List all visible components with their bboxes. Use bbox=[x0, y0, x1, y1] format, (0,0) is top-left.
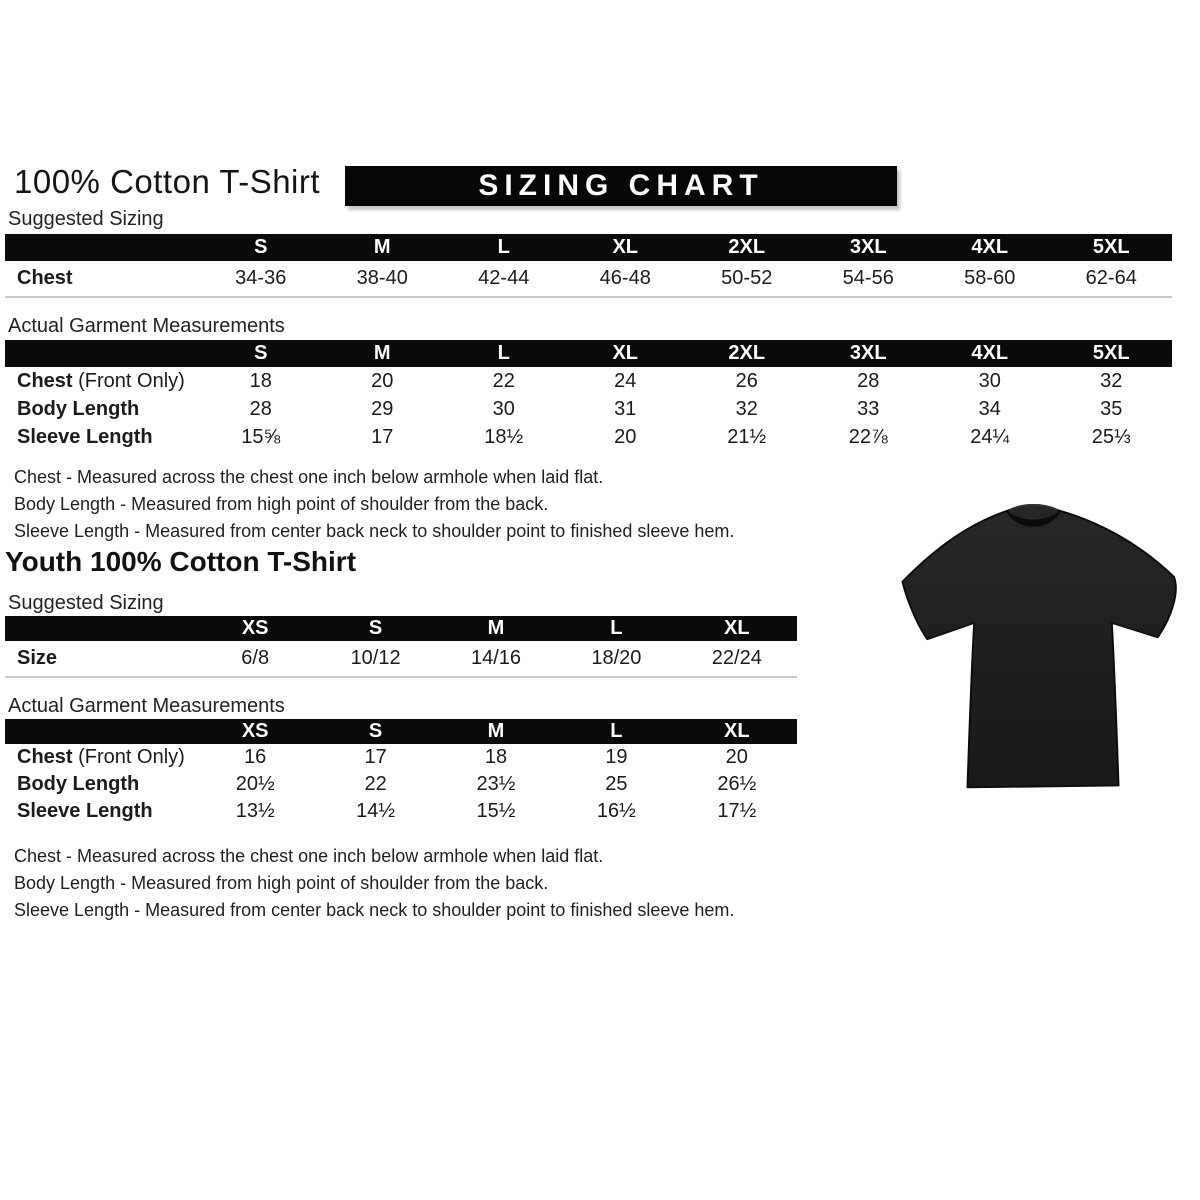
table-cell: 24 bbox=[614, 369, 637, 392]
table-header-cell: M bbox=[373, 342, 391, 364]
table-header-cell: XS bbox=[241, 617, 269, 639]
table-header-cell: XL bbox=[724, 720, 750, 742]
sizing-chart-banner bbox=[345, 166, 897, 206]
note-line: Body Length - Measured from high point of shoulder from the back. bbox=[14, 873, 549, 893]
table-header-cell: XS bbox=[241, 720, 269, 742]
table-cell: 20 bbox=[371, 369, 394, 392]
table-row-label: Body Length bbox=[17, 397, 140, 420]
table-cell: 18 bbox=[484, 746, 508, 768]
table-header-cell: 3XL bbox=[849, 236, 887, 258]
table-header-row bbox=[5, 719, 797, 744]
table-header-cell: S bbox=[368, 617, 383, 639]
table-row bbox=[5, 395, 1172, 423]
table-cell: 54-56 bbox=[842, 267, 894, 289]
table-cell: 21½ bbox=[727, 425, 767, 448]
adult-suggested-sizing-label: Suggested Sizing bbox=[8, 208, 164, 230]
table-cell: 14½ bbox=[356, 800, 396, 822]
table-row bbox=[5, 771, 797, 798]
table-row-label: Size bbox=[17, 647, 58, 669]
table-cell: 31 bbox=[614, 397, 637, 420]
table-header-cell: 5XL bbox=[1092, 236, 1130, 258]
table-cell: 25⅓ bbox=[1091, 425, 1131, 448]
table-header-cell: M bbox=[487, 617, 505, 639]
table-header-cell: 2XL bbox=[728, 236, 766, 258]
table-cell: 22 bbox=[364, 773, 387, 795]
adult-actual-measurements-label: Actual Garment Measurements bbox=[8, 315, 285, 337]
table-header-cell: 2XL bbox=[728, 342, 766, 364]
table-cell: 17½ bbox=[717, 800, 757, 822]
table-header-cell: XL bbox=[724, 617, 750, 639]
table-cell: 32 bbox=[735, 397, 758, 420]
table-header-cell: 3XL bbox=[849, 342, 887, 364]
table-cell: 6/8 bbox=[241, 647, 270, 669]
youth-suggested-sizing-label: Suggested Sizing bbox=[8, 592, 164, 614]
table-header-cell: S bbox=[254, 236, 268, 258]
table-cell: 50-52 bbox=[721, 267, 773, 289]
table-header-cell: S bbox=[254, 342, 268, 364]
table-header-cell: M bbox=[373, 236, 391, 258]
note-line: Sleeve Length - Measured from center back neck to shoulder point to finished sleeve hem. bbox=[14, 900, 735, 920]
note-line: Body Length - Measured from high point of shoulder from the back. bbox=[14, 494, 549, 514]
table-header-cell: S bbox=[368, 720, 383, 742]
table-row-label: Body Length bbox=[17, 773, 140, 795]
sizing-chart-banner-text: SIZING CHART bbox=[478, 169, 764, 202]
table-cell: 15⅝ bbox=[241, 425, 281, 448]
table-cell: 46-48 bbox=[599, 267, 651, 289]
table-cell: 17 bbox=[371, 425, 394, 448]
table-header-cell: L bbox=[497, 342, 510, 364]
table-header-cell: L bbox=[497, 236, 510, 258]
table-row bbox=[5, 423, 1172, 451]
table-cell: 20½ bbox=[235, 773, 275, 795]
table-cell: 34-36 bbox=[235, 267, 287, 289]
table-cell: 58-60 bbox=[964, 267, 1016, 289]
youth-measurement-notes bbox=[14, 843, 734, 924]
table-row bbox=[5, 261, 1172, 298]
table-row-label: Sleeve Length bbox=[17, 425, 153, 448]
table-header-cell: XL bbox=[612, 342, 639, 364]
table-row-label: Chest (Front Only) bbox=[17, 746, 185, 768]
table-cell: 19 bbox=[605, 746, 628, 768]
table-header-cell: XL bbox=[612, 236, 639, 258]
adult-actual-measurements-table bbox=[5, 340, 1172, 451]
table-cell: 26½ bbox=[717, 773, 757, 795]
tshirt-image bbox=[890, 473, 1196, 811]
table-cell: 62-64 bbox=[1085, 267, 1137, 289]
table-row-label: Sleeve Length bbox=[17, 800, 153, 822]
table-cell: 30 bbox=[978, 369, 1001, 392]
table-header-cell: L bbox=[610, 720, 623, 742]
table-cell: 20 bbox=[614, 425, 637, 448]
table-cell: 33 bbox=[857, 397, 880, 420]
tshirt-body bbox=[902, 505, 1175, 787]
note-line: Chest - Measured across the chest one inch below armhole when laid flat. bbox=[14, 467, 604, 487]
adult-suggested-sizing-table bbox=[5, 234, 1172, 298]
table-cell: 25 bbox=[605, 773, 628, 795]
table-cell: 38-40 bbox=[356, 267, 408, 289]
note-line: Chest - Measured across the chest one inch below armhole when laid flat. bbox=[14, 846, 604, 866]
table-header-cell: 4XL bbox=[971, 236, 1009, 258]
table-row bbox=[5, 367, 1172, 395]
table-cell: 13½ bbox=[235, 800, 275, 822]
table-cell: 16½ bbox=[596, 800, 636, 822]
table-row bbox=[5, 744, 797, 771]
table-cell: 22 bbox=[492, 369, 515, 392]
table-header-row bbox=[5, 616, 797, 641]
table-cell: 16 bbox=[244, 746, 267, 768]
table-header-cell: 5XL bbox=[1092, 342, 1130, 364]
table-cell: 35 bbox=[1100, 397, 1123, 420]
table-cell: 22/24 bbox=[711, 647, 762, 669]
table-cell: 30 bbox=[492, 397, 515, 420]
tshirt-graphic bbox=[890, 473, 1196, 811]
table-cell: 34 bbox=[978, 397, 1001, 420]
table-cell: 29 bbox=[371, 397, 394, 420]
table-cell: 17 bbox=[364, 746, 387, 768]
table-cell: 28 bbox=[857, 369, 880, 392]
youth-suggested-sizing-table bbox=[5, 616, 797, 678]
table-cell: 32 bbox=[1100, 369, 1123, 392]
table-header-row bbox=[5, 234, 1172, 261]
youth-section-title: Youth 100% Cotton T-Shirt bbox=[5, 546, 357, 577]
table-cell: 28 bbox=[249, 397, 272, 420]
table-row bbox=[5, 798, 797, 825]
table-cell: 20 bbox=[725, 746, 748, 768]
youth-actual-measurements-label: Actual Garment Measurements bbox=[8, 695, 285, 717]
table-row-label: Chest bbox=[17, 267, 73, 289]
table-cell: 42-44 bbox=[478, 267, 530, 289]
table-row bbox=[5, 641, 797, 678]
table-cell: 22⅞ bbox=[848, 425, 888, 448]
youth-actual-measurements-table bbox=[5, 719, 797, 825]
table-cell: 18½ bbox=[484, 425, 524, 448]
table-header-cell: L bbox=[610, 617, 623, 639]
table-cell: 23½ bbox=[476, 773, 516, 795]
table-cell: 18/20 bbox=[591, 647, 642, 669]
table-header-cell: 4XL bbox=[971, 342, 1009, 364]
table-row-label: Chest (Front Only) bbox=[17, 369, 185, 392]
adult-measurement-notes bbox=[14, 464, 734, 545]
table-cell: 14/16 bbox=[470, 647, 522, 669]
note-line: Sleeve Length - Measured from center back neck to shoulder point to finished sleeve hem. bbox=[14, 521, 735, 541]
table-cell: 26 bbox=[735, 369, 758, 392]
table-cell: 15½ bbox=[476, 800, 516, 822]
table-cell: 10/12 bbox=[350, 647, 401, 669]
table-header-row bbox=[5, 340, 1172, 367]
table-cell: 18 bbox=[249, 369, 272, 392]
table-cell: 24¼ bbox=[970, 425, 1010, 448]
page-title: 100% Cotton T-Shirt bbox=[14, 163, 321, 200]
table-header-cell: M bbox=[487, 720, 505, 742]
